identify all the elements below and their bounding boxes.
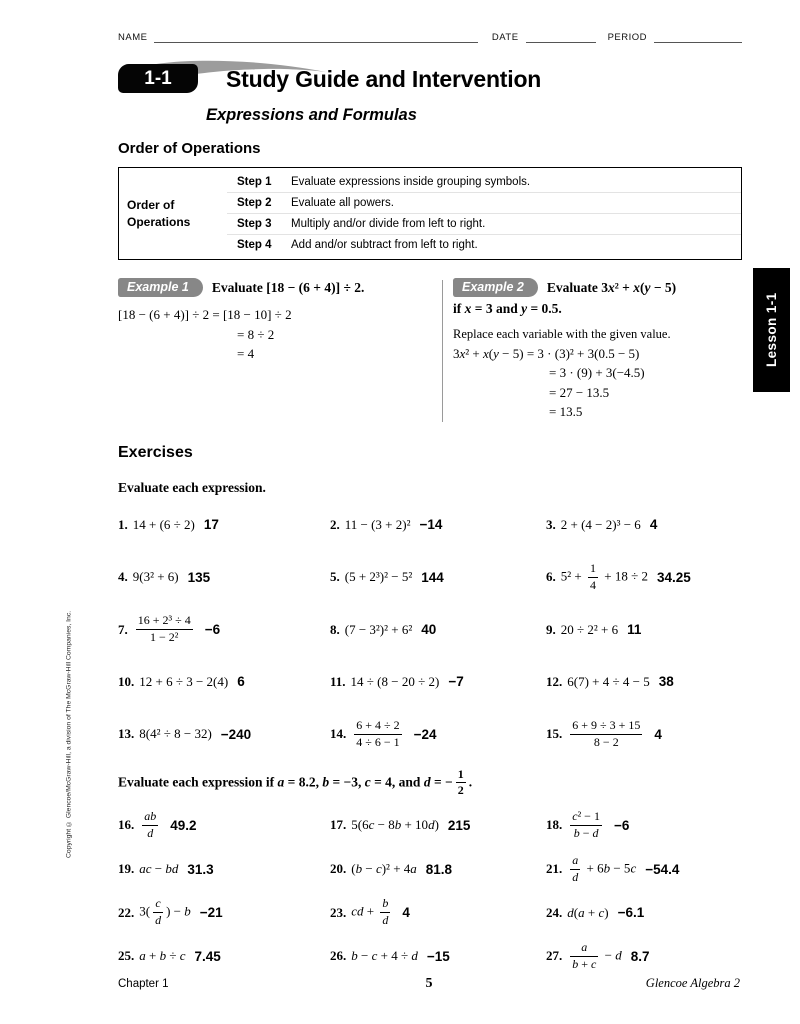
- exercise-answer: −6: [204, 622, 221, 638]
- exercise-number: 21.: [546, 861, 563, 877]
- example-badge: Example 2: [453, 278, 538, 297]
- exercise-expression: b − c + 4 ÷ d: [351, 948, 418, 964]
- exercise-item: [330, 719, 546, 750]
- copyright-notice: Copyright © Glencoe/McGraw-Hill, a division of The McGraw-Hill Companies, Inc.: [65, 610, 73, 858]
- exercise-item: [546, 719, 742, 750]
- exercise-expression: 14 + (6 ÷ 2): [132, 516, 195, 532]
- page-title: Study Guide and Intervention: [226, 65, 542, 92]
- exercise-number: 16.: [118, 817, 135, 833]
- math-variable: a: [139, 948, 146, 964]
- exercise-number: 2.: [330, 516, 340, 532]
- math-variable: b: [572, 956, 579, 971]
- math-variable: x: [459, 345, 466, 361]
- exercise-expression: 3( $\frac{c}{d}$ ) − b: [139, 896, 191, 928]
- math-variable: a: [581, 939, 588, 954]
- exercise-number: 25.: [118, 948, 135, 964]
- exercise-number: 3.: [546, 516, 556, 532]
- example-line: = 8 ÷ 2: [237, 326, 275, 342]
- exercise-answer: 4: [649, 517, 658, 533]
- math-variable: d: [592, 825, 599, 840]
- exercise-expression: 8(4² ÷ 8 − 32): [139, 726, 212, 742]
- instruction-evaluate-with-values: Evaluate each expression if a = 8.2, b = −3, c = 4, and d = − $\frac{1}{2}$ .: [118, 766, 473, 798]
- exercise-number: 24.: [546, 904, 563, 920]
- math-variable: d: [615, 947, 622, 963]
- exercise-number: 20.: [330, 861, 347, 877]
- math-variable: bd: [165, 861, 179, 877]
- example-line: = 27 − 13.5: [549, 384, 610, 400]
- math-variable: a: [410, 861, 417, 877]
- example-line: [18 − (6 + 4)] ÷ 2 = [18 − 10] ÷ 2: [118, 307, 292, 322]
- fraction-denominator: [380, 913, 390, 928]
- exercise-item: [118, 667, 330, 697]
- step-text: Multiply and/or divide from left to right.: [291, 218, 486, 230]
- fraction-denominator: 1 − 2²: [150, 630, 179, 645]
- exercise-item: [546, 810, 742, 841]
- fraction-denominator: [153, 913, 163, 928]
- fraction-denominator: [570, 870, 580, 885]
- fraction-denominator: 8 − 2: [593, 734, 619, 749]
- exercise-answer: −7: [448, 674, 464, 690]
- exercise-number: 6.: [546, 569, 556, 585]
- order-step-row: [227, 192, 741, 213]
- exercise-expression: (b − c)² + 4a: [351, 861, 417, 877]
- exercise-expression: [567, 810, 605, 841]
- name-blank-line: [154, 30, 477, 43]
- example-line: = 13.5: [549, 404, 583, 420]
- name-label: NAME: [118, 32, 148, 43]
- math-variable: a: [578, 904, 585, 920]
- exercise-answer: 40: [421, 622, 437, 638]
- example-title: Evaluate [18 − (6 + 4)] ÷ 2.: [211, 279, 365, 295]
- exercise-number: 11.: [330, 673, 346, 689]
- exercise-answer: 144: [421, 569, 444, 585]
- math-variable: d: [428, 817, 435, 833]
- math-variable: d: [155, 913, 162, 928]
- math-variable: c: [368, 817, 375, 833]
- math-variable: c: [179, 948, 186, 964]
- exercise-expression: 6(7) + 4 ÷ 4 − 5: [567, 673, 650, 689]
- exercise-number: 19.: [118, 861, 135, 877]
- math-variable: c: [598, 904, 605, 920]
- exercise-expression: [139, 810, 161, 841]
- fraction-numerator: [380, 897, 390, 913]
- exercise-item: [546, 615, 742, 645]
- exercise-answer: 38: [658, 674, 674, 690]
- math-variable: b: [351, 948, 358, 964]
- lesson-number-text: 1-1: [144, 67, 172, 89]
- math-variable: b: [159, 948, 167, 964]
- exercise-answer: 81.8: [425, 861, 453, 877]
- exercise-answer: −240: [220, 726, 252, 742]
- exercise-grid-1: [118, 510, 742, 750]
- example-line: Replace each variable with the given value.: [453, 327, 671, 341]
- period-label: PERIOD: [607, 32, 647, 43]
- fraction-denominator: 4: [589, 577, 596, 592]
- exercise-number: 5.: [330, 569, 340, 585]
- name-date-period-header: [118, 30, 742, 43]
- step-label: Step 1: [237, 176, 272, 188]
- example-divider: [442, 280, 443, 422]
- math-variable: b: [603, 860, 611, 875]
- exercise-grid-2: [118, 810, 742, 971]
- exercise-answer: −24: [413, 726, 437, 742]
- exercise-item: [330, 562, 546, 592]
- math-variable: b: [322, 773, 330, 789]
- fraction: [456, 768, 466, 799]
- exercise-answer: 11: [627, 622, 642, 638]
- fraction-denominator: 2: [457, 783, 464, 798]
- math-variable: b: [573, 825, 580, 840]
- order-steps: [227, 168, 741, 259]
- footer-book-title: Glencoe Algebra 2: [645, 976, 740, 990]
- worksheet-content: [118, 30, 742, 972]
- exercise-number: 15.: [546, 726, 563, 742]
- fraction-numerator: [142, 810, 158, 826]
- exercise-answer: 4: [654, 726, 662, 742]
- footer-chapter: Chapter 1: [118, 978, 169, 990]
- math-variable: c: [375, 861, 382, 877]
- exercise-number: 4.: [118, 569, 128, 585]
- exercise-number: 8.: [330, 621, 340, 637]
- math-variable: a: [572, 852, 579, 867]
- exercise-expression: [133, 614, 196, 645]
- math-variable: x: [483, 345, 489, 361]
- exercise-expression: 20 ÷ 2² + 6: [560, 621, 619, 637]
- fraction-denominator: b − d: [573, 825, 599, 840]
- exercise-expression: 5(6c − 8b + 10d): [351, 817, 439, 833]
- math-variable: ab: [144, 809, 157, 824]
- exercise-number: 23.: [330, 904, 347, 920]
- step-text: Evaluate all powers.: [291, 197, 394, 209]
- exercise-answer: −6: [613, 817, 630, 833]
- example-header: [453, 278, 742, 297]
- math-variable: ac: [139, 861, 152, 877]
- exercise-answer: −6.1: [617, 905, 645, 921]
- exercise-number: 18.: [546, 817, 563, 833]
- order-step-row: [227, 213, 741, 234]
- math-variable: a: [277, 773, 285, 789]
- fraction: [570, 854, 580, 885]
- math-variable: x: [607, 279, 615, 295]
- example-body: [453, 325, 742, 422]
- exercise-answer: 4: [402, 905, 410, 921]
- math-variable: y: [493, 345, 499, 361]
- exercise-expression: d(a + c): [567, 904, 609, 920]
- exercises-heading: Exercises: [118, 443, 193, 461]
- fraction: [153, 897, 163, 928]
- page-footer: [118, 976, 740, 992]
- exercise-answer: −21: [199, 905, 223, 921]
- page-subtitle: Expressions and Formulas: [206, 106, 417, 124]
- exercise-answer: −54.4: [645, 861, 680, 877]
- exercise-item: [546, 510, 742, 540]
- math-variable: c: [364, 773, 371, 789]
- exercise-answer: −14: [419, 517, 443, 533]
- fraction-numerator: 1: [588, 562, 598, 578]
- exercise-answer: 6: [237, 674, 245, 690]
- exercise-number: 1.: [118, 516, 128, 532]
- example-line: = 4: [237, 346, 255, 361]
- math-variable: c: [591, 956, 597, 971]
- exercise-item: [118, 897, 330, 928]
- exercise-answer: 7.45: [194, 948, 221, 964]
- exercise-expression: ac − bd: [139, 861, 179, 877]
- example-body: [118, 305, 436, 364]
- example-line: = 3 · (9) + 3(−4.5): [549, 365, 645, 381]
- order-step-row: [227, 172, 741, 192]
- exercise-item: [330, 941, 546, 971]
- math-variable: b: [184, 903, 191, 919]
- fraction-numerator: [570, 941, 598, 957]
- example-2: [453, 278, 742, 422]
- exercise-number: 26.: [330, 948, 347, 964]
- exercise-item: [330, 810, 546, 840]
- exercise-item: [330, 615, 546, 645]
- exercise-expression: [351, 719, 404, 750]
- exercise-expression: 11 − (3 + 2)²: [344, 516, 411, 532]
- exercise-expression: $\frac{a}{b + c}$ − d: [572, 939, 622, 971]
- example-header: [118, 278, 436, 297]
- lesson-number: [118, 64, 198, 93]
- exercise-number: 12.: [546, 673, 563, 689]
- fraction-numerator: 6 + 9 ÷ 3 + 15: [570, 719, 642, 735]
- math-variable: d: [382, 913, 389, 928]
- date-label: DATE: [491, 32, 519, 43]
- fraction: [588, 562, 598, 593]
- fraction: [570, 941, 598, 972]
- fraction-numerator: 16 + 2³ ÷ 4: [136, 614, 193, 630]
- section-heading: Order of Operations: [118, 140, 261, 157]
- fraction-numerator: [570, 854, 580, 870]
- math-variable: c: [572, 809, 578, 824]
- exercise-item: [118, 810, 330, 841]
- step-label: Step 2: [237, 197, 272, 209]
- example-1: [118, 278, 436, 422]
- exercise-number: 14.: [330, 726, 347, 742]
- math-variable: x: [633, 279, 640, 295]
- fraction-numerator: c² − 1: [570, 810, 602, 826]
- exercise-answer: −15: [426, 948, 450, 964]
- exercise-item: [330, 667, 546, 697]
- exercise-number: 7.: [118, 621, 128, 637]
- fraction-numerator: 1: [456, 768, 466, 784]
- exercise-item: [546, 667, 742, 697]
- title-row: [118, 63, 742, 95]
- math-variable: d: [567, 904, 574, 920]
- exercise-number: 13.: [118, 726, 135, 742]
- date-blank-line: [526, 30, 596, 43]
- exercise-expression: [567, 719, 645, 750]
- fraction: [570, 719, 642, 750]
- exercise-expression: 2 + (4 − 2)³ − 6: [560, 516, 641, 532]
- step-text: Add and/or subtract from left to right.: [291, 239, 478, 251]
- order-step-row: [227, 234, 741, 255]
- exercise-item: [330, 854, 546, 884]
- exercise-answer: 31.3: [187, 861, 214, 877]
- math-variable: b: [394, 817, 402, 833]
- exercise-item: [118, 614, 330, 645]
- math-variable: b: [382, 896, 389, 911]
- math-variable: b: [355, 861, 363, 877]
- exercise-answer: 8.7: [630, 948, 650, 964]
- fraction: [136, 614, 193, 645]
- exercise-number: 22.: [118, 904, 135, 920]
- example-title-line: if x = 3 and y = 0.5.: [453, 301, 562, 316]
- math-variable: c: [371, 948, 378, 964]
- exercise-item: [546, 941, 742, 972]
- math-variable: c: [155, 896, 161, 911]
- math-variable: d: [423, 773, 431, 789]
- exercise-number: 27.: [546, 948, 563, 964]
- exercise-answer: 17: [203, 517, 219, 533]
- order-of-operations-table: [118, 167, 742, 260]
- instruction-evaluate: Evaluate each expression.: [118, 479, 266, 495]
- math-variable: cd: [351, 903, 364, 919]
- exercise-item: [118, 854, 330, 884]
- fraction: [380, 897, 390, 928]
- step-text: Evaluate expressions inside grouping symbols.: [291, 176, 531, 188]
- exercise-item: [330, 510, 546, 540]
- fraction-numerator: 6 + 4 ÷ 2: [354, 719, 401, 735]
- fraction-denominator: b + c: [572, 956, 597, 971]
- example-line: 3x² + x(y − 5) = 3 · (3)² + 3(0.5 − 5): [453, 345, 640, 361]
- math-variable: d: [147, 825, 154, 840]
- exercise-expression: (5 + 2³)² − 5²: [344, 569, 413, 585]
- exercise-item: [546, 854, 742, 885]
- fraction: [354, 719, 401, 750]
- fraction-numerator: [153, 897, 163, 913]
- exercise-expression: cd + $\frac{b}{d}$: [351, 896, 389, 928]
- exercise-answer: 49.2: [170, 817, 197, 833]
- step-label: Step 3: [237, 218, 272, 230]
- exercise-answer: 135: [187, 569, 211, 585]
- fraction: [142, 810, 158, 841]
- exercise-item: [546, 898, 742, 928]
- exercise-item: [118, 562, 330, 592]
- order-table-label: Order of Operations: [127, 198, 191, 229]
- footer-page-number: 5: [425, 976, 433, 991]
- exercise-item: [118, 941, 330, 971]
- exercise-number: 10.: [118, 673, 135, 689]
- exercise-item: [118, 510, 330, 540]
- math-variable: y: [644, 279, 651, 295]
- math-variable: x: [464, 301, 472, 316]
- exercise-expression: $\frac{a}{d}$ + 6b − 5c: [572, 852, 637, 884]
- exercise-expression: 5² + $\frac{1}{4}$ + 18 ÷ 2: [560, 560, 648, 592]
- lesson-side-tab: Lesson 1-1: [753, 268, 790, 392]
- exercise-item: [546, 562, 742, 593]
- exercise-number: 17.: [330, 817, 347, 833]
- math-variable: d: [572, 869, 579, 884]
- step-label: Step 4: [237, 239, 272, 251]
- fraction-denominator: 4 ÷ 6 − 1: [356, 734, 400, 749]
- exercise-expression: 12 + 6 ÷ 3 − 2(4): [139, 673, 229, 689]
- exercise-item: [118, 719, 330, 749]
- examples-row: [118, 278, 742, 422]
- fraction: [570, 810, 602, 841]
- exercise-expression: (7 − 3²)² + 6²: [344, 621, 413, 637]
- example-badge: Example 1: [118, 278, 203, 297]
- example-title: Evaluate 3x² + x(y − 5): [546, 279, 677, 295]
- fraction-denominator: [142, 826, 158, 841]
- exercise-expression: 9(3² + 6): [132, 569, 179, 585]
- exercise-expression: a + b ÷ c: [139, 948, 186, 964]
- exercise-answer: 34.25: [656, 569, 691, 585]
- exercise-item: [330, 897, 546, 928]
- period-blank-line: [654, 30, 742, 43]
- lesson-number-badge: [118, 64, 210, 94]
- exercise-expression: 14 ÷ (8 − 20 ÷ 2): [350, 673, 440, 689]
- exercise-answer: 215: [447, 817, 471, 833]
- exercise-number: 9.: [546, 621, 556, 637]
- math-variable: c: [630, 860, 637, 875]
- math-variable: y: [521, 301, 528, 316]
- math-variable: d: [411, 948, 418, 964]
